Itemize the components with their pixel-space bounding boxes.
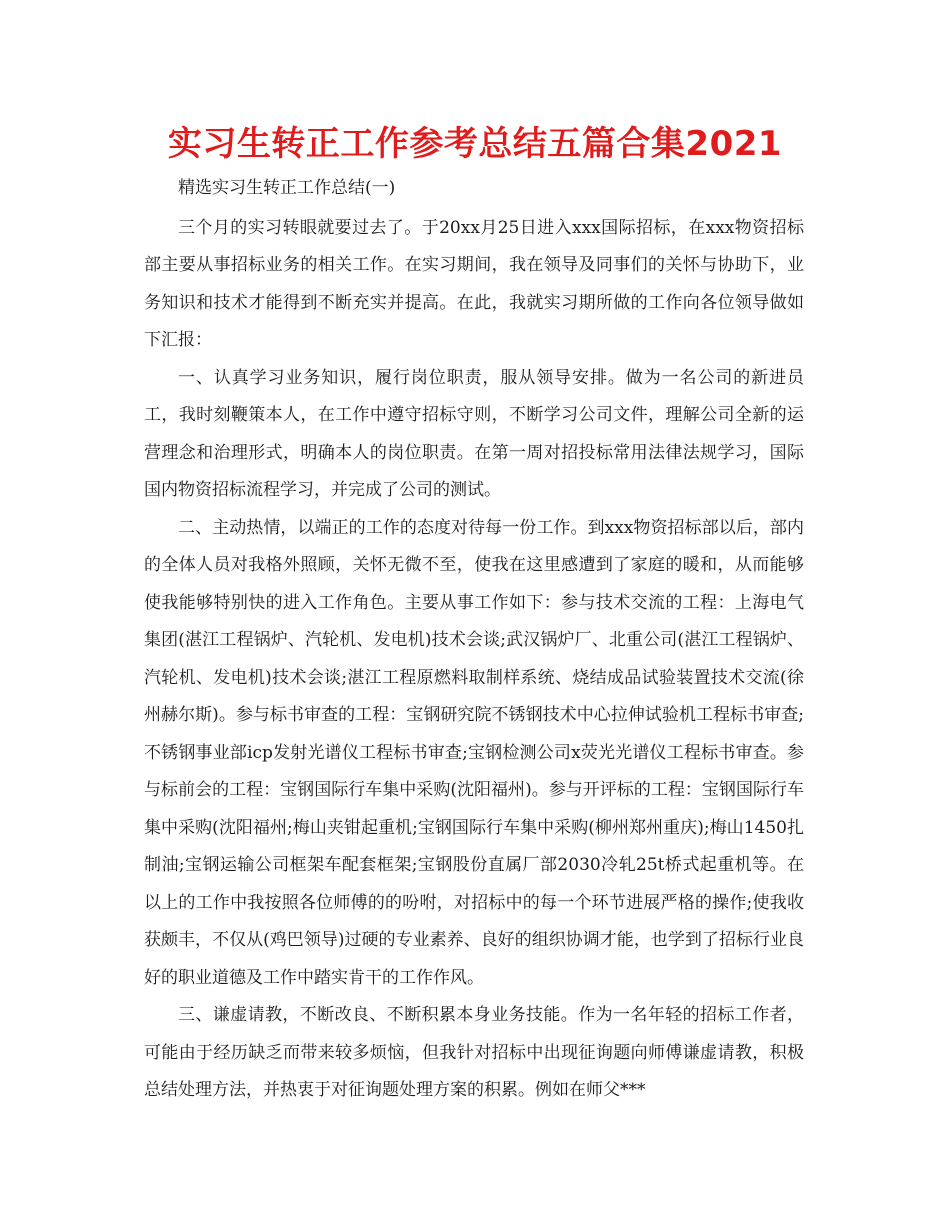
paragraph-section-1: 一、认真学习业务知识，履行岗位职责，服从领导安排。做为一名公司的新进员工，我时刻鞭策本人，在工作中遵守招标守则，不断学习公司文件，理解公司全新的运营理念和治理形式，明确本人的岗位职责。在第一周对招投标常用法律法规学习，国际国内物资招标流程学习，并完成了公司的测试。: [144, 367, 804, 500]
document-title: 实习生转正工作参考总结五篇合集2021: [167, 124, 783, 164]
document-body: [144, 170, 804, 1110]
paragraph-section-2: 二、主动热情，以端正的工作的态度对待每一份工作。到xxx物资招标部以后，部内的全体人员对我格外照顾，关怀无微不至，使我在这里感遭到了家庭的暖和，从而能够使我能够特别快的进入工作角色。主要从事工作如下：参与技术交流的工程：上海电气集团(湛江工程锅炉、汽轮机、发电机)技术会谈;武汉锅炉厂、北重公司(湛江工程锅炉、汽轮机、发电机)技术会谈;湛江工程原燃料取制样系统、烧结成品试验装置技术交流(徐州赫尔斯)。参与标书审查的工程：宝钢研究院不锈钢技术中心拉伸试验机工程标书审查;不锈钢事业部icp发射光谱仪工程标书审查;宝钢检测公司x荧光光谱仪工程标书审查。参与标前会的工程：宝钢国际行车集中采购(沈阳福州)。参与开评标的工程：宝钢国际行车集中采购(沈阳福州;梅山夹钳起重机;宝钢国际行车集中采购(柳州郑州重庆);梅山1450扎制油;宝钢运输公司框架车配套框架;宝钢股份直属厂部2030冷轧25t桥式起重机等。在以上的工作中我按照各位师傅的的吩咐，对招标中的每一个环节进展严格的操作;使我收获颇丰，不仅从(鸡巴领导)过硬的专业素养、良好的组织协调才能，也学到了招标行业良好的职业道德及工作中踏实肯干的工作作风。: [144, 517, 804, 988]
paragraph-intro: 三个月的实习转眼就要过去了。于20xx月25日进入xxx国际招标，在xxx物资招标部主要从事招标业务的相关工作。在实习期间，我在领导及同事们的关怀与协助下，业务知识和技术才能得到不断充实并提高。在此，我就实习期所做的工作向各位领导做如下汇报：: [144, 217, 804, 350]
paragraph-section-3: 三、谦虚请教，不断改良、不断积累本身业务技能。作为一名年轻的招标工作者，可能由于经历缺乏而带来较多烦恼，但我针对招标中出现征询题向师傅谦虚请教，积极总结处理方法，并热衷于对征询题处理方案的积累。例如在师父***: [144, 1005, 804, 1100]
section-subtitle: 精选实习生转正工作总结(一): [178, 178, 396, 198]
